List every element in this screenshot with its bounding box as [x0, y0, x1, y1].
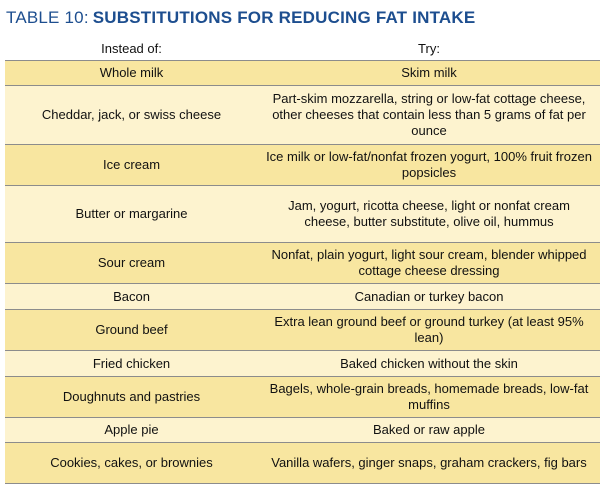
cell-instead: Fried chicken — [92, 355, 171, 371]
table-row — [5, 185, 600, 242]
cell-instead: Sour cream — [97, 255, 166, 270]
table-row — [5, 442, 600, 484]
table-header — [5, 36, 600, 60]
cell-try: Extra lean ground beef or ground turkey (at least 95% lean) — [274, 314, 584, 345]
table-title — [6, 6, 475, 30]
header-instead-of: Instead of: — [101, 40, 162, 56]
table-row — [5, 376, 600, 417]
header-try: Try: — [418, 40, 440, 56]
cell-instead: Apple pie — [104, 422, 159, 437]
cell-instead: Butter or margarine — [75, 206, 188, 221]
table-row — [5, 242, 600, 283]
table-row — [5, 85, 600, 144]
table-row — [5, 60, 600, 85]
cell-try: Baked or raw apple — [372, 422, 485, 437]
cell-try: Jam, yogurt, ricotta cheese, light or nonfat cream cheese, butter substitute, olive oil, hummus — [288, 198, 570, 229]
table-row — [5, 309, 600, 350]
cell-instead: Ice cream — [102, 157, 161, 172]
table-row — [5, 417, 600, 442]
table-number: TABLE 10: — [6, 8, 89, 27]
cell-instead: Bacon — [113, 288, 150, 304]
cell-try: Bagels, whole-grain breads, homemade breads, low-fat muffins — [269, 381, 589, 412]
substitution-table — [5, 36, 600, 484]
cell-try: Skim milk — [401, 65, 457, 80]
cell-instead: Ground beef — [95, 322, 168, 337]
cell-try: Nonfat, plain yogurt, light sour cream, blender whipped cottage cheese dressing — [271, 247, 587, 278]
cell-try: Part-skim mozzarella, string or low-fat cottage cheese, other cheeses that contain less than 5 grams of fat per ounce — [272, 91, 586, 138]
table-row — [5, 144, 600, 185]
table-row — [5, 350, 600, 376]
table-heading: SUBSTITUTIONS FOR REDUCING FAT INTAKE — [92, 8, 476, 27]
cell-try: Canadian or turkey bacon — [354, 288, 504, 304]
cell-try: Baked chicken without the skin — [340, 355, 518, 371]
cell-instead: Whole milk — [99, 65, 164, 80]
cell-instead: Doughnuts and pastries — [62, 389, 201, 404]
cell-instead: Cookies, cakes, or brownies — [50, 455, 213, 470]
cell-try: Vanilla wafers, ginger snaps, graham crackers, fig bars — [271, 455, 587, 470]
cell-instead: Cheddar, jack, or swiss cheese — [41, 107, 222, 122]
table-row — [5, 283, 600, 309]
cell-try: Ice milk or low-fat/nonfat frozen yogurt, 100% fruit frozen popsicles — [266, 149, 592, 180]
